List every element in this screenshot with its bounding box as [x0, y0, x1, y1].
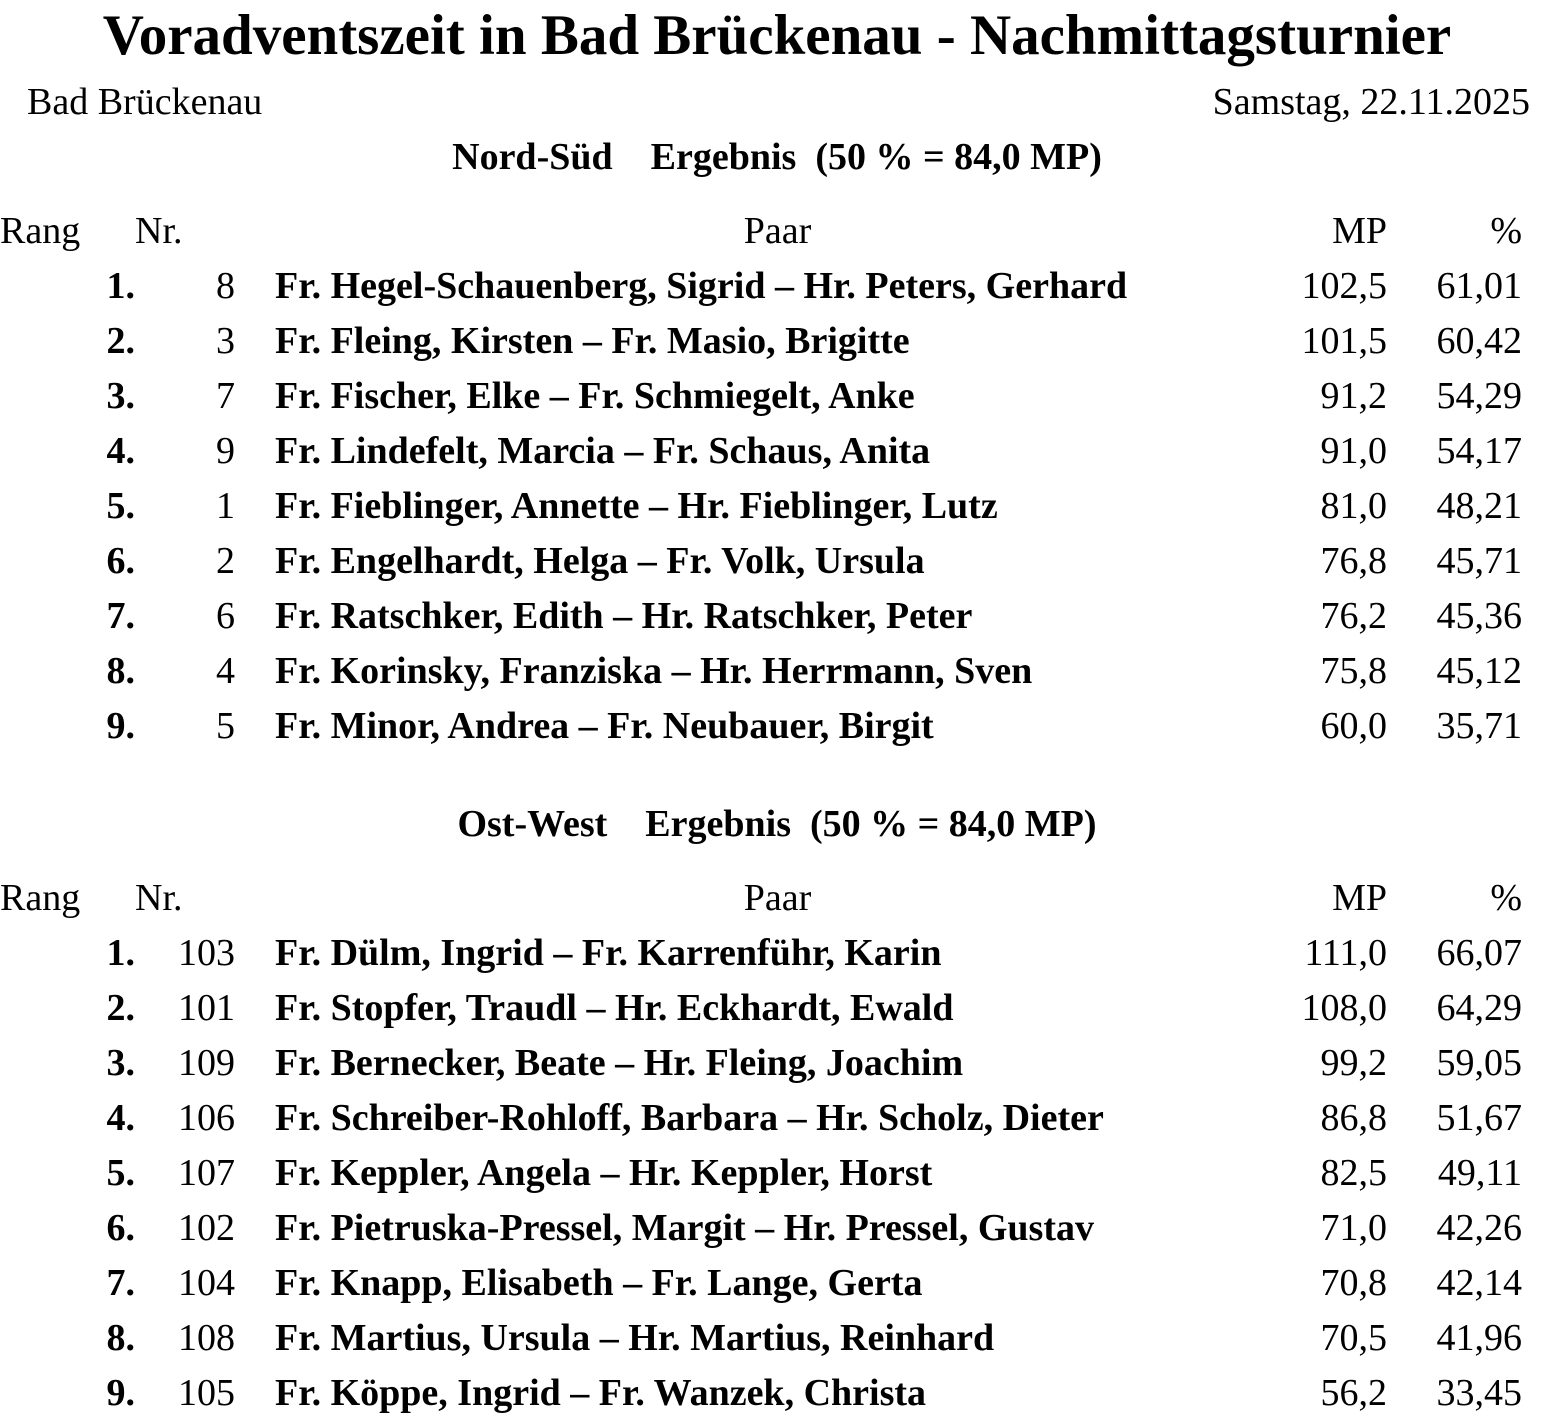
- percentage-cell: 54,29: [1436, 375, 1522, 417]
- percentage-cell: 64,29: [1436, 987, 1522, 1029]
- matchpoints-cell: 102,5: [1301, 265, 1387, 307]
- pair-names-cell: Fr. Schreiber-Rohloff, Barbara – Hr. Scholz, Dieter: [275, 1097, 1104, 1139]
- pair-number-cell: 104: [178, 1262, 235, 1304]
- percentage-cell: 45,12: [1436, 650, 1522, 692]
- table-row: [0, 1146, 1554, 1201]
- column-header-paar: Paar: [743, 210, 812, 252]
- table-row: [0, 369, 1554, 424]
- matchpoints-cell: 70,8: [1320, 1262, 1387, 1304]
- pair-number-cell: 107: [178, 1152, 235, 1194]
- pair-number-cell: 2: [216, 540, 235, 582]
- location: Bad Brückenau: [27, 81, 263, 123]
- table-row: [0, 1036, 1554, 1091]
- matchpoints-cell: 76,8: [1320, 540, 1387, 582]
- rank-cell: 4.: [106, 430, 135, 472]
- rank-cell: 8.: [106, 650, 135, 692]
- matchpoints-cell: 60,0: [1320, 705, 1387, 747]
- pair-number-cell: 102: [178, 1207, 235, 1249]
- pair-names-cell: Fr. Ratschker, Edith – Hr. Ratschker, Peter: [275, 595, 973, 637]
- percentage-cell: 66,07: [1436, 932, 1522, 974]
- pair-number-cell: 105: [178, 1372, 235, 1414]
- table-row: [0, 314, 1554, 369]
- table-row: [0, 1091, 1554, 1146]
- rank-cell: 5.: [106, 1152, 135, 1194]
- percentage-cell: 49,11: [1437, 1152, 1522, 1194]
- table-row: [0, 926, 1554, 981]
- table-row: [0, 479, 1554, 534]
- pair-number-cell: 101: [178, 987, 235, 1029]
- rank-cell: 1.: [106, 932, 135, 974]
- rank-cell: 7.: [106, 1262, 135, 1304]
- results-table-nord-sued: [0, 204, 1554, 754]
- pair-names-cell: Fr. Fleing, Kirsten – Fr. Masio, Brigitte: [275, 320, 910, 362]
- percentage-cell: 33,45: [1436, 1372, 1522, 1414]
- percentage-cell: 54,17: [1436, 430, 1522, 472]
- table-row: [0, 1366, 1554, 1421]
- pair-number-cell: 5: [216, 705, 235, 747]
- matchpoints-cell: 71,0: [1320, 1207, 1387, 1249]
- pair-number-cell: 9: [216, 430, 235, 472]
- matchpoints-cell: 82,5: [1320, 1152, 1387, 1194]
- pair-names-cell: Fr. Engelhardt, Helga – Fr. Volk, Ursula: [275, 540, 925, 582]
- rank-cell: 6.: [106, 1207, 135, 1249]
- matchpoints-cell: 56,2: [1320, 1372, 1387, 1414]
- table-row: [0, 981, 1554, 1036]
- results-table-ost-west: [0, 871, 1554, 1421]
- matchpoints-cell: 91,2: [1320, 375, 1387, 417]
- percentage-cell: 35,71: [1436, 705, 1522, 747]
- column-header-nr: Nr.: [135, 210, 183, 252]
- table-row: [0, 534, 1554, 589]
- pair-number-cell: 106: [178, 1097, 235, 1139]
- page-title: Voradventszeit in Bad Brückenau - Nachmittagsturnier: [102, 4, 1452, 67]
- rank-cell: 7.: [106, 595, 135, 637]
- pair-number-cell: 1: [216, 485, 235, 527]
- rank-cell: 9.: [106, 1372, 135, 1414]
- matchpoints-cell: 111,0: [1304, 932, 1387, 974]
- table-row: [0, 589, 1554, 644]
- rank-cell: 3.: [106, 375, 135, 417]
- pair-names-cell: Fr. Minor, Andrea – Fr. Neubauer, Birgit: [275, 705, 934, 747]
- percentage-cell: 42,14: [1436, 1262, 1522, 1304]
- table-row: [0, 424, 1554, 479]
- table-row: [0, 1256, 1554, 1311]
- pair-number-cell: 3: [216, 320, 235, 362]
- percentage-cell: 45,36: [1436, 595, 1522, 637]
- rank-cell: 9.: [106, 705, 135, 747]
- column-header-nr: Nr.: [135, 877, 183, 919]
- matchpoints-cell: 76,2: [1320, 595, 1387, 637]
- table-row: [0, 259, 1554, 314]
- pair-number-cell: 108: [178, 1317, 235, 1359]
- pair-names-cell: Fr. Keppler, Angela – Hr. Keppler, Horst: [275, 1152, 933, 1194]
- table-row: [0, 1311, 1554, 1366]
- table-row: [0, 699, 1554, 754]
- pair-names-cell: Fr. Köppe, Ingrid – Fr. Wanzek, Christa: [275, 1372, 927, 1414]
- pair-names-cell: Fr. Knapp, Elisabeth – Fr. Lange, Gerta: [275, 1262, 923, 1304]
- percentage-cell: 42,26: [1436, 1207, 1522, 1249]
- pair-names-cell: Fr. Dülm, Ingrid – Fr. Karrenführ, Karin: [275, 932, 942, 974]
- matchpoints-cell: 108,0: [1301, 987, 1387, 1029]
- pair-number-cell: 7: [216, 375, 235, 417]
- pair-number-cell: 103: [178, 932, 235, 974]
- matchpoints-cell: 91,0: [1320, 430, 1387, 472]
- table-row: [0, 1201, 1554, 1256]
- date: Samstag, 22.11.2025: [1212, 81, 1530, 123]
- percentage-cell: 60,42: [1436, 320, 1522, 362]
- pair-number-cell: 8: [216, 265, 235, 307]
- pair-names-cell: Fr. Fieblinger, Annette – Hr. Fieblinger, Lutz: [275, 485, 998, 527]
- matchpoints-cell: 86,8: [1320, 1097, 1387, 1139]
- matchpoints-cell: 70,5: [1320, 1317, 1387, 1359]
- rank-cell: 2.: [106, 320, 135, 362]
- column-header-pct: %: [1490, 210, 1522, 252]
- pair-names-cell: Fr. Pietruska-Pressel, Margit – Hr. Pressel, Gustav: [275, 1207, 1094, 1249]
- matchpoints-cell: 101,5: [1301, 320, 1387, 362]
- percentage-cell: 48,21: [1436, 485, 1522, 527]
- column-header-paar: Paar: [743, 877, 812, 919]
- rank-cell: 5.: [106, 485, 135, 527]
- section-title-ost-west: Ost-West Ergebnis (50 % = 84,0 MP): [457, 803, 1097, 845]
- rank-cell: 8.: [106, 1317, 135, 1359]
- rank-cell: 6.: [106, 540, 135, 582]
- percentage-cell: 45,71: [1436, 540, 1522, 582]
- rank-cell: 1.: [106, 265, 135, 307]
- column-header-mp: MP: [1332, 210, 1387, 252]
- table-header-row: [0, 204, 1554, 259]
- rank-cell: 3.: [106, 1042, 135, 1084]
- pair-number-cell: 6: [216, 595, 235, 637]
- pair-number-cell: 4: [216, 650, 235, 692]
- pair-names-cell: Fr. Lindefelt, Marcia – Fr. Schaus, Anita: [275, 430, 931, 472]
- rank-cell: 2.: [106, 987, 135, 1029]
- table-header-row: [0, 871, 1554, 926]
- column-header-mp: MP: [1332, 877, 1387, 919]
- table-row: [0, 644, 1554, 699]
- pair-names-cell: Fr. Hegel-Schauenberg, Sigrid – Hr. Peters, Gerhard: [275, 265, 1128, 307]
- pair-names-cell: Fr. Fischer, Elke – Fr. Schmiegelt, Anke: [275, 375, 915, 417]
- pair-names-cell: Fr. Bernecker, Beate – Hr. Fleing, Joachim: [275, 1042, 964, 1084]
- matchpoints-cell: 75,8: [1320, 650, 1387, 692]
- section-title-nord-sued: Nord-Süd Ergebnis (50 % = 84,0 MP): [452, 136, 1102, 178]
- percentage-cell: 41,96: [1436, 1317, 1522, 1359]
- column-header-pct: %: [1490, 877, 1522, 919]
- pair-names-cell: Fr. Stopfer, Traudl – Hr. Eckhardt, Ewald: [275, 987, 954, 1029]
- rank-cell: 4.: [106, 1097, 135, 1139]
- pair-number-cell: 109: [178, 1042, 235, 1084]
- matchpoints-cell: 81,0: [1320, 485, 1387, 527]
- percentage-cell: 59,05: [1436, 1042, 1522, 1084]
- matchpoints-cell: 99,2: [1320, 1042, 1387, 1084]
- pair-names-cell: Fr. Korinsky, Franziska – Hr. Herrmann, Sven: [275, 650, 1033, 692]
- percentage-cell: 51,67: [1436, 1097, 1522, 1139]
- column-header-rang: Rang: [0, 877, 81, 919]
- pair-names-cell: Fr. Martius, Ursula – Hr. Martius, Reinhard: [275, 1317, 995, 1359]
- percentage-cell: 61,01: [1436, 265, 1522, 307]
- column-header-rang: Rang: [0, 210, 81, 252]
